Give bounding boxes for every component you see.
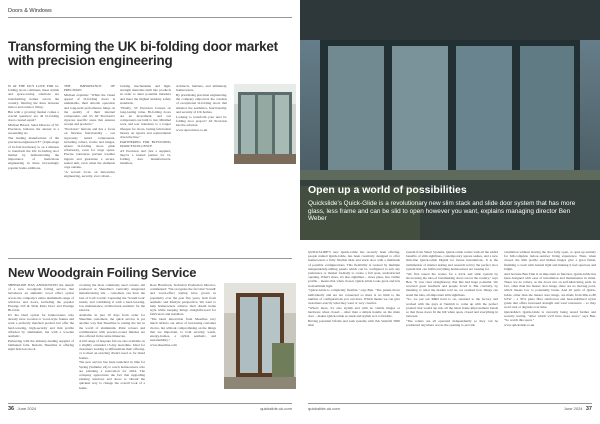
body-paragraph: "The latest innovation from Sheerline very much reflects our ethos of increasing customer choice, but without compromising on the things that are important, to both security, warm, energy-homes, a stylish aesthetic, and sustainability." (150, 317, 216, 343)
body-paragraph: THE IMPORTANCE OF PRECISION (64, 84, 115, 93)
article-col-1 (8, 84, 59, 254)
body-paragraph: SHEERLINE HAS ANNOUNCED the launch of a new woodgrain foiling service that introduces an authentic wood effect option across the company's entire aluminium range of windows and doors, including the popular Prestige Lift & Slide Patio Door and Prestige Bi-folds. (8, 283, 74, 313)
body-paragraph: Michael explains: "While the visual appeal of bi-folding doors is undeniable, their smooth operation and long-term performance hinge on the quality of their internal components and it's AT Precision's rigorous specific areas that ensures receipt and products." (64, 93, 115, 127)
article-col-3 (120, 84, 171, 254)
article-columns (8, 84, 227, 254)
section-rule (8, 258, 292, 259)
issue-date: June 2024 (17, 406, 37, 411)
body-paragraph: www.atprecision.co.uk (176, 127, 208, 132)
body-paragraph: "Precision" buttons and has a focus on flawless functionality – our rigorously tested components, including rollers, tracks and hinges, ensure bi-folding doors glide effortlessly, even for large spans. Precise tolerances prevent weather ingress and guarantee a secure, sealed unit, even when the elements cage outside. (64, 127, 115, 170)
body-paragraph: www.sheerline.com (150, 343, 177, 348)
body-paragraph: QUICKSLIDE'S new Quick-Glide has recently been offering, people named Quick-Glide, has been creatively designed to offer homeowners a fully flexible slide and stack door with a multitude of possible configurations. This flexibility is created by multiple independently-sliding panels which can be configured to suit any preference or market formally to create a full span, unobstructed opening. What's more, it's also sightlines – more glass, less visible profile – means that when closed, Quick-Glide looks great and lets in maximum light. (308, 250, 400, 288)
article-headline: Transforming the UK bi-folding door market with precision engineering (8, 39, 278, 68)
article2-columns (8, 283, 216, 401)
body-paragraph: Quickslide's Quick-Glide is currently being tested further and security testing. "After which we'll have more news," says Ben. "So watch this space." (504, 310, 596, 323)
body-paragraph: And because Ben Zinn is as important as function, Quick-Glide has been designed with ease of installation and maintenance in mind. There are no rollers, as the doors run on self-lubricating pads. In fact, other than the master door hinge, there are no moving parts, which means low to potentially break. And all parts of Quick-Glide, other than the master door hinge, are made from 90k-to-80 GSW – a 30% glass fibre reinforced and heat-stabilised nylon grade that offers increased strength and wear resistance – so they won't rust or degrade over time. (504, 271, 596, 310)
body-paragraph: Michael Bristol, Sales Director of ST Precision, believes the answer is a resounding no. (8, 123, 59, 136)
body-paragraph: ventilation without leaving the door fully open, or open up entirely for full-complete indoor-outdoor living experience. Then, when closed, the slim profile and hidden hinges give a great finish, finishing a room with natural light and making it feel spacious and bright. (504, 250, 596, 271)
body-paragraph: system from Smart Systems, Quick-Glide comes with all the added benefits of slim sightlines, contemporary square sashes, and a new slim-line Quick-Glide Digital for future installations. It is the culmination of market testing and research led by the perfect door system that can fulfil everything homeowners are looking for. (406, 250, 498, 271)
body-paragraph: "The rollers are all operated independently so they can be positioned anywhere across the opening to provide (406, 319, 498, 328)
woodgrain-window-photo (224, 283, 296, 389)
footer-right (564, 406, 592, 412)
body-paragraph: "What's more, it's also stylish and with no visible hinges or hardware when closed – other than a simple handle on the main door – makes Quick-Glide as sleek and stylish as it is flexible. (308, 305, 400, 319)
article-col-2 (64, 84, 115, 254)
page-number: 37 (585, 406, 592, 412)
article-col-3 (504, 250, 596, 400)
footer-rule (8, 403, 292, 404)
article2-col-1 (8, 283, 74, 401)
article2-headline: New Woodgrain Foiling Service (8, 265, 197, 280)
body-paragraph: AT Precision isn't just a supplier; they're a trusted partner for bi-folding door manufacturers, installers, (120, 148, 171, 166)
body-paragraph: covering the most commonly used colours. All produced at Sheerline's vertically integrated manufacturing site – customers can have the best of both worlds. Capturing the 'Scandi look' trends, and combining it with a hard-wearing, low maintenance, architectural aesthetic for the exterior. (79, 283, 145, 313)
body-paragraph: Looking to transform your next bi-folding door project? AT Precision has the solution. (176, 114, 227, 128)
article-col-4 (176, 84, 227, 254)
body-paragraph: But with a growing market comes a crucial question: are all bi-folding doors created equal? (8, 109, 59, 123)
article2-col-2 (79, 283, 145, 401)
body-paragraph: "So, we put our R&D hard to on, returned to the factory and worked with the guys at Ventridi to come up with the perfect product that would tap into all the latest home improvement trends so that those doors fit the bill when open, closed and everything in between. (406, 297, 498, 319)
right-page (300, 0, 600, 424)
body-paragraph: It's the ideal option for homeowners who already have wooden or wood-style frames and want a perfectly matched product but offer the hard-wearing, high-security and thin profile afforded by aluminium, but with a wooden aesthetic. (8, 313, 74, 339)
body-paragraph: architects, builders, and ultimately, homeowners. (176, 84, 227, 93)
body-paragraph: Having potential bifolds and sash systems with this Ventridi 3000 slim (308, 319, 400, 328)
footer-left (8, 406, 36, 412)
overlay-standfirst: Quickslide's Quick-Glide is a revolutionary new slim stack and slide door system that has more glass, less frame and can be slid to open however you want, explains managing director Ben Weber (308, 200, 576, 223)
body-paragraph: Ross Hawthorn, Technical Production Director, commented: "We recognise the fact that 'Scandi' and wood-effect styling have grown in popularity over the past five years, both from aesthetic and lifestyle perspective. We want to help homeowners achieve their dream home style while keeping things straightforward for fabricators and installers. (150, 283, 216, 317)
article-col-1 (308, 250, 400, 400)
footer-website: quickslide-uk.com (308, 406, 340, 411)
body-paragraph: "Finally, ST Precision focuses on long-lasting value. Bi-folding doors are an investment, and our components are built to last. Minimal wear and tear translates to a longer lifespan for doors, lasting fabrication money on repairs and replacements down the line." (120, 105, 171, 140)
body-paragraph: IS AT THE UK'S LOVE FOR bi-folding doors continues, these stylish and space-saving solutions are transforming homes across the country, blurring the lines between indoor and outdoor living. (8, 84, 59, 110)
footer-rule (308, 403, 592, 404)
overlay-headline: Open up a world of possibilities (308, 184, 467, 196)
body-paragraph: Partnering with the industry-leading supplier of laminated foils, Renolit, Sheerline is offering eight fade less stock (8, 338, 74, 352)
body-paragraph: By prioritising precision engineering, the company empowers the creation of exceptional bi-folding doors that enhance the aesthetics, functionality, and security of UK homes. (176, 93, 227, 114)
body-paragraph: "We first tested the waters for a track and slide system by showcasing the idea of breathtaking doors across the country," says Ben. "It was clear straightaway that this had huge potential. We received great feedback and people loved it. But crucially, by listening to what the market told us, we realised how things can stand the idea, all-important slim sightlines. (406, 271, 498, 297)
body-paragraph: "A second focus on innovative engineering, security, ever robust... (64, 169, 115, 179)
article-col-2 (406, 250, 498, 400)
body-paragraph: locking mechanisms and high-strength materials built into products in order to deter potential intruders and meet the highest industry safety standards. (120, 84, 171, 105)
body-paragraph: PARTNERING FOR BI-FOLDING DOOR EXCELLENCE (120, 139, 171, 149)
article-columns (308, 250, 596, 400)
bifold-door-photo (234, 84, 296, 164)
header-rule (8, 17, 292, 18)
body-paragraph: Available in just 10 days from order for Sheerline customers, the quick service is yet another way that Sheerline is raising the bar in the world of aluminium. Paint colours and combinations with powder-coated finishes are also offered in the same timescale. (79, 313, 145, 339)
hero-overlay (300, 180, 600, 240)
page-number: 36 (8, 406, 15, 412)
footer-website: quickslide-uk.com (260, 406, 292, 411)
section-header: Doors & Windows (8, 8, 52, 14)
body-paragraph: "Quick-Glide is completely flexible," says Ben. "The panels move individually and are not connected so there is no limit to the number of configurations you can have. Which means we can give customers exactly what they want or very creative. (308, 288, 400, 306)
body-paragraph: The leading manufacturer of the precision-engineered E+ (triple-stage of bi-fold hardware) is on a mission to transform the UK bi-folding door market by demonstrating the importance of meticulous engineering in these increasingly popular home additions. (8, 136, 59, 170)
body-paragraph: A full range of bespoke foil are also available on a slightly extended 15-day lead-time. Ideal for customers looking to differentiate their offering, or to meet an exacting client's need or for listed homes. (79, 338, 145, 360)
article2-col-3 (150, 283, 216, 401)
body-paragraph: www.quickslide.co.uk (504, 323, 535, 328)
body-paragraph: The new service has been launched in time for Spring (Summer 24) to reach homeowners who are planning a renovation for 2024. The company appreciates the fact that upgrading existing windows and doors to vibrant the quickest way to change the overall look of a home. (79, 360, 145, 390)
issue-date: June 2024 (563, 406, 583, 411)
